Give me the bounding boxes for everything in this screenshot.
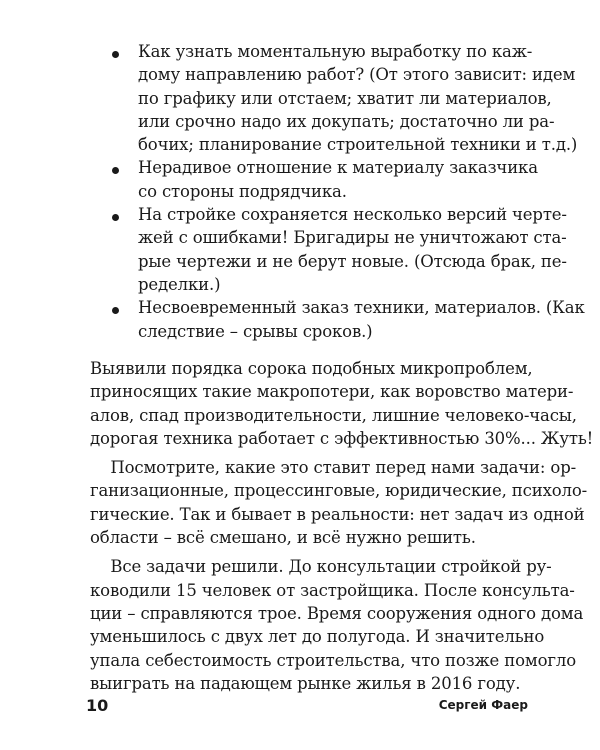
- text-line: жей с ошибками! Бригадиры не уничтожают ста-: [138, 228, 567, 248]
- text-line: алов, спад производительности, лишние человеко-часы,: [90, 405, 577, 425]
- page-number: 10: [86, 696, 109, 715]
- text-line: рые чертежи и не берут новые. (Отсюда брак, пе-: [138, 251, 567, 271]
- text-line: области – всё смешано, и всё нужно решить.: [90, 528, 476, 548]
- running-footer-author: Сергей Фаер: [438, 698, 528, 712]
- text-line: ганизационные, процессинговые, юридические, психоло-: [90, 481, 588, 501]
- paragraph: [90, 456, 588, 549]
- text-line: по графику или отстаем; хватит ли материалов,: [138, 88, 552, 108]
- text-line: На стройке сохраняется несколько версий черте-: [138, 205, 567, 225]
- text-line: гические. Так и бывает в реальности: нет задач из одной: [90, 504, 585, 524]
- text-line: дому направлению работ? (От этого зависит: идем: [138, 65, 576, 85]
- text-line: ределки.): [138, 274, 221, 294]
- text-line: следствие – срывы сроков.): [138, 321, 373, 341]
- bullet-icon: [112, 214, 119, 221]
- text-line: дорогая техника работает с эффективностью 30%... Жуть!: [90, 428, 594, 448]
- text-line: Несвоевременный заказ техники, материалов. (Как: [138, 298, 585, 318]
- bullet-icon: [112, 51, 119, 58]
- body-text: [90, 357, 594, 701]
- list-item: [110, 203, 567, 296]
- text-line: бочих; планирование строительной техники и т.д.): [138, 135, 578, 155]
- list-item: [110, 296, 585, 343]
- text-line: уменьшилось с двух лет до полугода. И значительно: [90, 627, 545, 647]
- text-line: Выявили порядка сорока подобных микропроблем,: [90, 359, 533, 378]
- text-line: Все задачи решили. До консультации стройкой ру-: [90, 557, 552, 577]
- bullet-icon: [112, 307, 119, 314]
- text-line: ководили 15 человек от застройщика. После консульта-: [90, 580, 575, 600]
- problem-list: [110, 40, 585, 343]
- text-line: ции – справляются трое. Время сооружения одного дома: [90, 603, 584, 623]
- text-line: приносящих такие макропотери, как воровство матери-: [90, 382, 574, 402]
- paragraph: [90, 555, 584, 695]
- paragraph: [90, 357, 594, 450]
- list-item: [110, 156, 538, 203]
- text-line: со стороны подрядчика.: [138, 181, 347, 201]
- text-line: выиграть на падающем рынке жилья в 2016 году.: [90, 673, 521, 693]
- text-line: упала себестоимость строительства, что позже помогло: [90, 650, 576, 670]
- text-line: Посмотрите, какие это ставит перед нами задачи: ор-: [90, 458, 577, 478]
- list-item: [110, 40, 578, 156]
- text-line: или срочно надо их докупать; достаточно ли ра-: [138, 111, 555, 131]
- text-line: Как узнать моментальную выработку по каж-: [138, 42, 533, 61]
- bullet-icon: [112, 167, 119, 174]
- text-line: Нерадивое отношение к материалу заказчика: [138, 158, 538, 178]
